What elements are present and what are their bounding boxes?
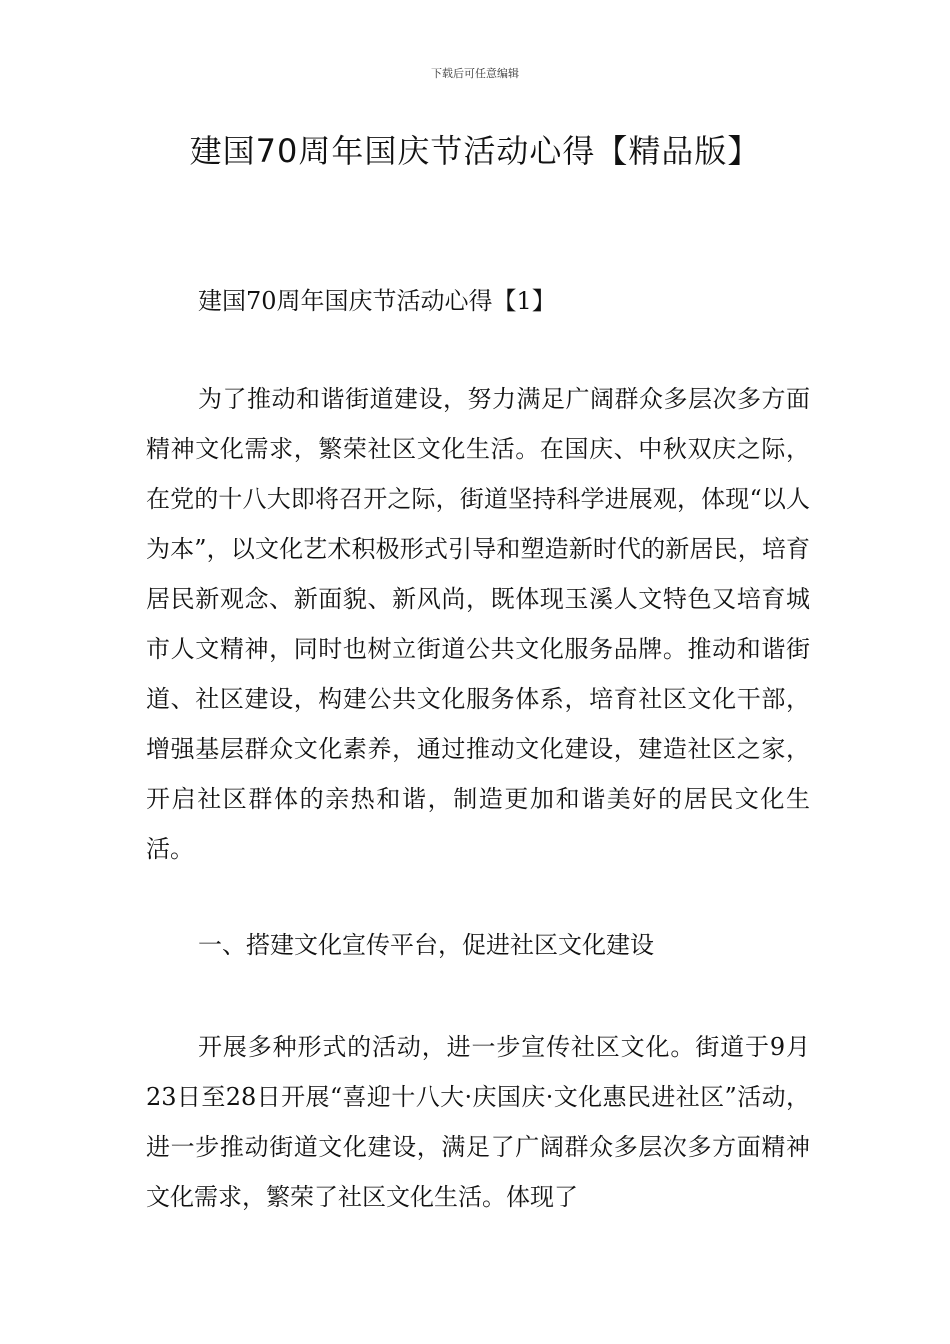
document-title: 建国70周年国庆节活动心得【精品版】	[189, 132, 761, 170]
header-note: 下载后可任意编辑	[431, 67, 519, 80]
document-subtitle: 建国70周年国庆节活动心得【1】	[198, 287, 556, 315]
section-1-heading: 一、搭建文化宣传平台，促进社区文化建设	[198, 931, 654, 959]
paragraph-1: 为了推动和谐街道建设，努力满足广阔群众多层次多方面精神文化需求，繁荣社区文化生活。在国庆、中秋双庆之际，在党的十八大即将召开之际，街道坚持科学进展观，体现“以人为本”，以文化艺术积极形式引导和塑造新时代的新居民，培育居民新观念、新面貌、新风尚，既体现玉溪人文特色又培育城市人文精神，同时也树立街道公共文化服务品牌。推动和谐街道、社区建设，构建公共文化服务体系，培育社区文化干部，增强基层群众文化素养，通过推动文化建设，建造社区之家，开启社区群体的亲热和谐，制造更加和谐美好的居民文化生活。	[146, 385, 810, 863]
paragraph-2: 开展多种形式的活动，进一步宣传社区文化。街道于9月23日至28日开展“喜迎十八大·庆国庆·文化惠民进社区”活动，进一步推动街道文化建设，满足了广阔群众多层次多方面精神文化需求，繁荣了社区文化生活。体现了	[146, 1033, 810, 1211]
